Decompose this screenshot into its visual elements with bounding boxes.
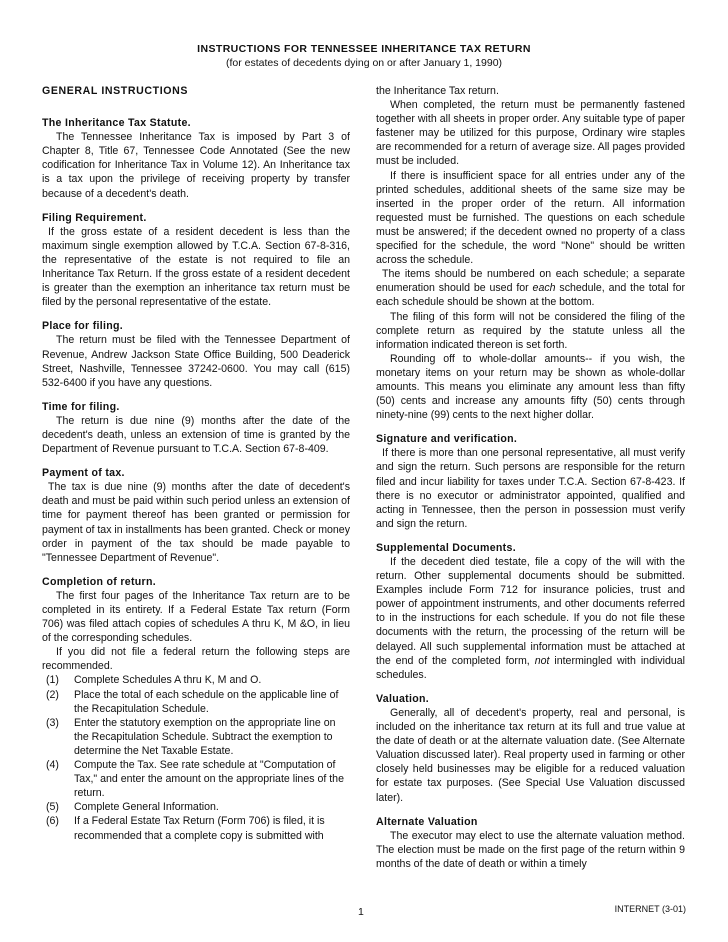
completion-body-1: The first four pages of the Inheritance Tax return are to be completed in its entirety. If a Federal Estate Tax return (Form 706) was filed attach copies of schedules A thru K, M &O, in lieu of the corresponding schedules.: [42, 589, 350, 645]
form-code: INTERNET (3-01): [614, 904, 686, 914]
list-item: (4) Compute the Tax. See rate schedule at "Computation of Tax," and enter the amount on the appropriate lines of the return.: [46, 759, 344, 800]
signature-body: If there is more than one personal representative, all must verify and sign the return. Such persons are responsible for the return filed and incur liability for taxes under T.C.A. Section 67-8-423. If there is no executor or administrator appointed, qualified and acting in Tennessee, then the person in possession must verify and sign the return.: [376, 447, 685, 530]
insufficient-space-paragraph: If there is insufficient space for all entries under any of the printed schedules, additional sheets of the same size may be inserted in the proper order of the return. All information requested must be furnished. The questions on each schedule must be answered; if the decedent owned no property of a class specified for the schedule, the word "None" should be written across the schedule.: [376, 169, 685, 267]
document-subtitle: (for estates of decedents dying on or after January 1, 1990): [225, 57, 503, 69]
statute-heading: The Inheritance Tax Statute.: [42, 117, 191, 130]
completion-of-return-heading: Completion of return.: [42, 575, 156, 588]
supplemental-heading: Supplemental Documents.: [376, 541, 516, 554]
time-for-filing-body: The return is due nine (9) months after the date of the decedent's death, unless an extension of time is granted by the Department of Revenue pursuant to T.C.A. Section 67-8-409.: [42, 414, 350, 456]
supplemental-body: If the decedent died testate, file a copy of the will with the return. Other supplemental documents should be submitted. Examples include Form 712 for insurance policies, trust and power of appointment instruments, and other documents referred to in the instructions for each schedule. If you do not file these documents with the return, the processing of the return will be delayed. All such supplemental information must be attached at the end of the completed form, not intermingled with individual schedules.: [376, 556, 685, 681]
filing-form-paragraph: The filing of this form will not be considered the filing of the complete return as required by the statute unless all the information indicated thereon is set forth.: [376, 310, 685, 351]
list-item: (6) If a Federal Estate Tax Return (Form 706) is filed, it is recommended that a complete copy is submitted with: [46, 815, 325, 842]
fastening-paragraph: When completed, the return must be permanently fastened together with all sheets in proper order. Any suitable type of paper fastener may be utilized for this purpose, Ordinary wire staples are recommended for a return of average size. All pages provided must be included.: [376, 99, 685, 168]
completion-body-2: If you did not file a federal return the following steps are recommended.: [42, 646, 350, 673]
left-column: [42, 84, 350, 843]
numbering-paragraph: The items should be numbered on each schedule; a separate enumeration should be used for each schedule, and the total for each schedule should be shown at the bottom.: [376, 268, 685, 309]
steps-list: [42, 673, 350, 842]
valuation-body: Generally, all of decedent's property, real and personal, is included on the inheritance tax return at its full and true value at the date of death or at the alternate valuation date. (See Alternate Valuation discussed later). Real property used in farming or other closely held businesses may be eligible for a reduced valuation for estate tax purposes. (See Special Use Valuation discussed later).: [376, 706, 685, 804]
place-for-filing-heading: Place for filing.: [42, 320, 124, 333]
valuation-heading: Valuation.: [376, 692, 430, 705]
document-title: INSTRUCTIONS FOR TENNESSEE INHERITANCE TAX RETURN: [197, 43, 531, 55]
alternate-valuation-body: The executor may elect to use the alternate valuation method. The election must be made on the first page of the return within 9 months of the date of death or within a timely: [376, 829, 685, 870]
alternate-valuation-heading: Alternate Valuation: [376, 815, 478, 828]
filing-requirement-body: If the gross estate of a resident decedent is less than the maximum single exemption allowed by T.C.A. Section 67-8-316, the representative of the estate is not required to file an Inheritance Tax Return. If the gross estate of a resident decedent is greater than the exemption an inheritance tax return must be filed by the personal representative of the estate.: [42, 225, 350, 309]
filing-requirement-heading: Filing Requirement.: [42, 211, 147, 224]
right-column: [376, 84, 685, 871]
rounding-paragraph: Rounding off to whole-dollar amounts-- if you wish, the monetary items on your return may be shown as whole-dollar amounts. This means you eliminate any amount less than fifty (50) cents and increase any amounts fifty (50) cents through ninety-nine (99) cents to the next higher dollar.: [376, 352, 685, 422]
place-for-filing-body: The return must be filed with the Tennessee Department of Revenue, Andrew Jackson State Office Building, 500 Deaderick Street, Nashville, Tennessee 37242-0600. You may call (615) 532-6400 if you have any questions.: [42, 334, 350, 389]
signature-heading: Signature and verification.: [376, 433, 518, 446]
page-number: 1: [358, 906, 364, 918]
list-item: (3) Enter the statutory exemption on the appropriate line on the Recapitulation Schedule. Subtract the exemption to determine the Net Taxable Estate.: [46, 716, 336, 757]
list-item: (2) Place the total of each schedule on the applicable line of the Recapitulation Schedule.: [46, 688, 339, 715]
statute-body: The Tennessee Inheritance Tax is imposed by Part 3 of Chapter 8, Title 67, Tennessee Code Annotated (See the new codification for Inheritance Tax in Volume 12). An Inheritance tax is a tax upon the privilege of receiving property by transfer because of a decedent's death.: [42, 131, 350, 200]
payment-of-tax-heading: Payment of tax.: [42, 467, 125, 480]
list-item: (1) Complete Schedules A thru K, M and O.: [46, 674, 262, 687]
time-for-filing-heading: Time for filing.: [42, 400, 120, 413]
continued-text: the Inheritance Tax return.: [376, 85, 499, 97]
list-item: (5) Complete General Information.: [46, 801, 219, 814]
payment-of-tax-body: The tax is due nine (9) months after the date of decedent's death and must be paid within such period unless an extension of time for payment thereof has been granted or permission for payment of tax in installments has been granted. Check or money order in payment of the tax should be made payable to "Tennessee Department of Revenue".: [42, 481, 350, 564]
general-instructions-heading: GENERAL INSTRUCTIONS: [42, 85, 188, 97]
